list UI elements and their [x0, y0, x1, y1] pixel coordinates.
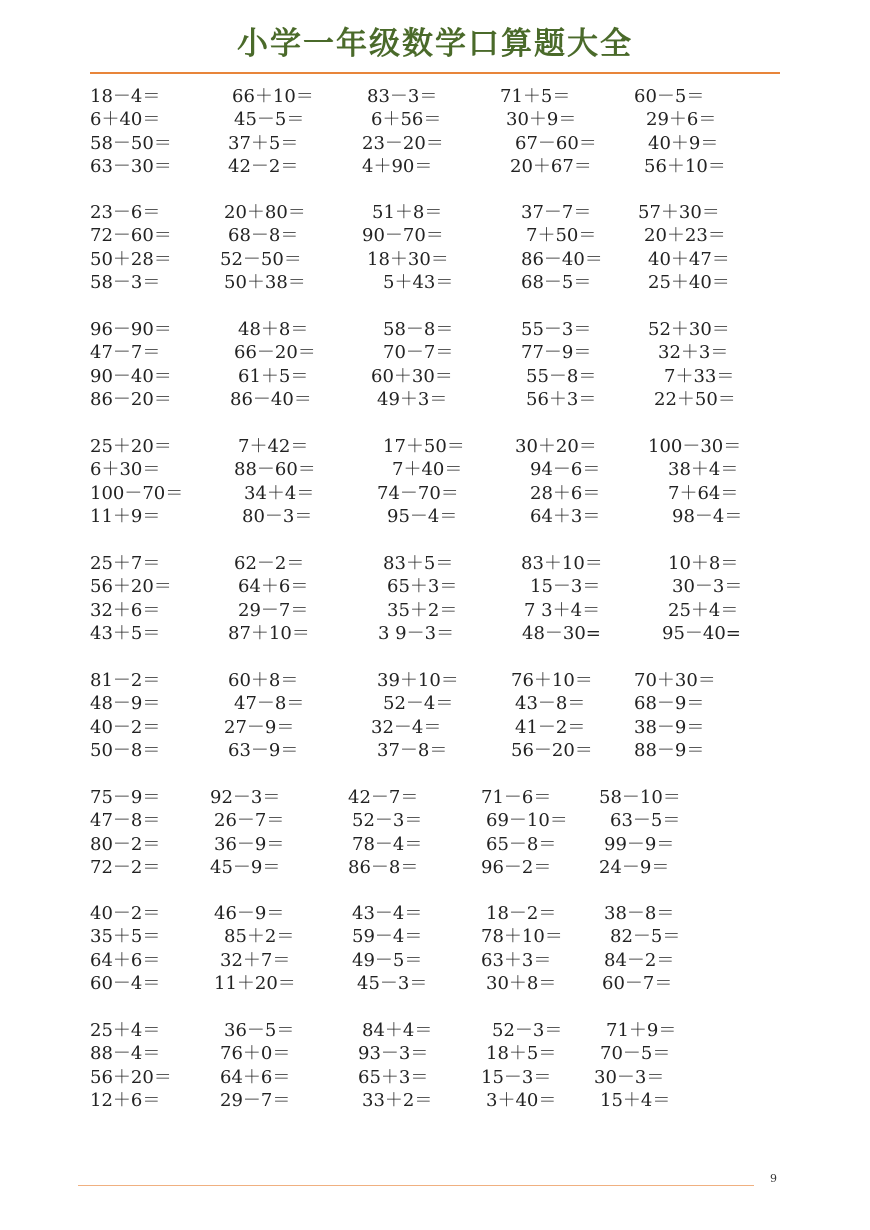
arithmetic-problem: 32－4＝	[371, 716, 442, 738]
page-title: 小学一年级数学口算题大全	[237, 26, 633, 62]
arithmetic-problem: 70－7＝	[383, 342, 454, 364]
arithmetic-problem: 86－40＝	[521, 248, 603, 270]
arithmetic-problem: 57＋30＝	[638, 202, 720, 223]
arithmetic-problem: 47－7＝	[90, 342, 161, 364]
arithmetic-problem: 29＋6＝	[646, 109, 717, 131]
arithmetic-problem: 20＋80＝	[224, 202, 306, 223]
arithmetic-problem: 48－9＝	[90, 693, 161, 715]
arithmetic-problem: 4＋90＝	[362, 155, 433, 177]
arithmetic-problem: 56＋20＝	[90, 576, 172, 598]
arithmetic-problem: 45－3＝	[357, 972, 428, 994]
arithmetic-problem: 15－3＝	[481, 1066, 552, 1088]
arithmetic-problem: 86－20＝	[90, 388, 172, 410]
arithmetic-problem: 50－8＝	[90, 739, 161, 761]
arithmetic-problem: 85＋2＝	[224, 926, 295, 948]
arithmetic-problem: 50＋28＝	[90, 248, 172, 270]
arithmetic-problem: 47－8＝	[90, 810, 161, 832]
arithmetic-problem: 86－8＝	[348, 856, 419, 878]
arithmetic-problem: 75－9＝	[90, 787, 161, 808]
arithmetic-problem: 86－40＝	[230, 388, 312, 410]
arithmetic-problem: 83＋5＝	[383, 553, 454, 574]
arithmetic-problem: 62－2＝	[234, 553, 305, 574]
arithmetic-problem: 41－2＝	[515, 716, 586, 738]
arithmetic-problem: 34＋4＝	[244, 482, 315, 504]
arithmetic-problem: 80－2＝	[90, 833, 161, 855]
arithmetic-problem: 20＋67＝	[510, 155, 592, 177]
arithmetic-problem: 7＋64＝	[668, 482, 739, 504]
arithmetic-problem: 29－7＝	[238, 599, 309, 621]
arithmetic-problem: 68－9＝	[634, 693, 705, 715]
arithmetic-problem: 88－9＝	[634, 739, 705, 761]
arithmetic-problem: 58－8＝	[383, 319, 454, 340]
arithmetic-problem: 56＋3＝	[526, 388, 597, 410]
arithmetic-problem: 64＋3＝	[530, 505, 601, 527]
arithmetic-problem: 100－30＝	[648, 436, 742, 457]
arithmetic-problem: 48－30=	[522, 622, 601, 644]
arithmetic-problem: 59－4＝	[352, 926, 423, 948]
arithmetic-problem: 90－70＝	[362, 225, 444, 247]
arithmetic-problem: 65＋3＝	[387, 576, 458, 598]
arithmetic-problem: 67－60＝	[515, 132, 597, 154]
arithmetic-problem: 56＋10＝	[644, 155, 726, 177]
arithmetic-problem: 30＋8＝	[486, 972, 557, 994]
arithmetic-problem: 56－20＝	[511, 739, 593, 761]
arithmetic-problem: 18－4＝	[90, 86, 161, 107]
arithmetic-problem: 88－60＝	[234, 459, 316, 481]
arithmetic-problem: 55－3＝	[521, 319, 592, 340]
arithmetic-problem: 66＋10＝	[232, 86, 314, 107]
arithmetic-problem: 52－50＝	[220, 248, 302, 270]
arithmetic-problem: 81－2＝	[90, 670, 161, 691]
arithmetic-problem: 55－8＝	[526, 365, 597, 387]
arithmetic-problem: 42－7＝	[348, 787, 419, 808]
arithmetic-problem: 3＋40＝	[486, 1089, 557, 1111]
arithmetic-problem: 77－9＝	[521, 342, 592, 364]
arithmetic-problem: 90－40＝	[90, 365, 172, 387]
arithmetic-problem: 52－4＝	[383, 693, 454, 715]
arithmetic-problem: 6＋56＝	[371, 109, 442, 131]
arithmetic-problem: 64＋6＝	[220, 1066, 291, 1088]
arithmetic-problem: 38＋4＝	[668, 459, 739, 481]
arithmetic-problem: 36－5＝	[224, 1020, 295, 1041]
arithmetic-problem: 27－9＝	[224, 716, 295, 738]
arithmetic-problem: 70－5＝	[600, 1043, 671, 1065]
arithmetic-problem: 7 3＋4＝	[524, 599, 601, 621]
arithmetic-problem: 94－6＝	[530, 459, 601, 481]
arithmetic-problem: 29－7＝	[220, 1089, 291, 1111]
arithmetic-problem: 23－6＝	[90, 202, 161, 223]
arithmetic-problem: 78－4＝	[352, 833, 423, 855]
arithmetic-problem: 5＋43＝	[383, 271, 454, 293]
arithmetic-problem: 45－9＝	[210, 856, 281, 878]
arithmetic-problem: 87＋10＝	[228, 622, 310, 644]
arithmetic-problem: 3 9－3＝	[378, 622, 455, 644]
arithmetic-problem: 38－8＝	[604, 903, 675, 924]
arithmetic-problem: 37－8＝	[377, 739, 448, 761]
arithmetic-problem: 61＋5＝	[238, 365, 309, 387]
arithmetic-problem: 52＋30＝	[648, 319, 730, 340]
arithmetic-problem: 71＋5＝	[500, 86, 571, 107]
arithmetic-problem: 23－20＝	[362, 132, 444, 154]
arithmetic-problem: 37＋5＝	[228, 132, 299, 154]
arithmetic-problem: 20＋23＝	[644, 225, 726, 247]
arithmetic-problem: 96－2＝	[481, 856, 552, 878]
arithmetic-problem: 72－60＝	[90, 225, 172, 247]
arithmetic-problem: 84＋4＝	[362, 1020, 433, 1041]
arithmetic-problem: 49＋3＝	[377, 388, 448, 410]
arithmetic-problem: 60－5＝	[634, 86, 705, 107]
arithmetic-problem: 80－3＝	[242, 505, 313, 527]
arithmetic-problem: 11＋9＝	[90, 505, 161, 527]
arithmetic-problem: 32＋7＝	[220, 949, 291, 971]
arithmetic-problem: 95－4＝	[387, 505, 458, 527]
arithmetic-problem: 12＋6＝	[90, 1089, 161, 1111]
arithmetic-problem: 88－4＝	[90, 1043, 161, 1065]
arithmetic-problem: 83＋10＝	[521, 553, 603, 574]
arithmetic-problem: 38－9＝	[634, 716, 705, 738]
arithmetic-problem: 58－50＝	[90, 132, 172, 154]
arithmetic-problem: 30＋9＝	[506, 109, 577, 131]
arithmetic-problem: 7＋42＝	[238, 436, 309, 457]
arithmetic-problem: 92－3＝	[210, 787, 281, 808]
arithmetic-problem: 100－70＝	[90, 482, 184, 504]
arithmetic-problem: 25＋7＝	[90, 553, 161, 574]
arithmetic-problem: 43－4＝	[352, 903, 423, 924]
arithmetic-problem: 82－5＝	[610, 926, 681, 948]
arithmetic-problem: 63－5＝	[610, 810, 681, 832]
arithmetic-problem: 76＋0＝	[220, 1043, 291, 1065]
arithmetic-problem: 71－6＝	[481, 787, 552, 808]
arithmetic-problem: 72－2＝	[90, 856, 161, 878]
arithmetic-problem: 25＋4＝	[90, 1020, 161, 1041]
arithmetic-problem: 7＋40＝	[392, 459, 463, 481]
arithmetic-problem: 26－7＝	[214, 810, 285, 832]
arithmetic-problem: 52－3＝	[352, 810, 423, 832]
arithmetic-problem: 65－8＝	[486, 833, 557, 855]
arithmetic-problem: 6＋40＝	[90, 109, 161, 131]
arithmetic-problem: 60＋8＝	[228, 670, 299, 691]
arithmetic-problem: 68－5＝	[521, 271, 592, 293]
arithmetic-problem: 11＋20＝	[214, 972, 296, 994]
arithmetic-problem: 37－7＝	[521, 202, 592, 223]
arithmetic-problem: 93－3＝	[358, 1043, 429, 1065]
arithmetic-problem: 15－3＝	[530, 576, 601, 598]
arithmetic-problem: 35＋2＝	[387, 599, 458, 621]
arithmetic-problem: 68－8＝	[228, 225, 299, 247]
arithmetic-problem: 95－40=	[662, 622, 741, 644]
arithmetic-problem: 60－7＝	[602, 972, 673, 994]
arithmetic-problem: 96－90＝	[90, 319, 172, 340]
arithmetic-problem: 32＋3＝	[658, 342, 729, 364]
arithmetic-problem: 32＋6＝	[90, 599, 161, 621]
arithmetic-problem: 25＋40＝	[648, 271, 730, 293]
arithmetic-problem: 60－4＝	[90, 972, 161, 994]
arithmetic-problem: 30－3＝	[672, 576, 743, 598]
arithmetic-problem: 65＋3＝	[358, 1066, 429, 1088]
arithmetic-problem: 28＋6＝	[530, 482, 601, 504]
arithmetic-problem: 83－3＝	[367, 86, 438, 107]
arithmetic-problem: 25＋20＝	[90, 436, 172, 457]
arithmetic-problem: 33＋2＝	[362, 1089, 433, 1111]
arithmetic-problem: 74－70＝	[377, 482, 459, 504]
arithmetic-problem: 30＋20＝	[515, 436, 597, 457]
arithmetic-problem: 7＋50＝	[526, 225, 597, 247]
arithmetic-problem: 70＋30＝	[634, 670, 716, 691]
arithmetic-problem: 18－2＝	[486, 903, 557, 924]
title-divider	[90, 72, 780, 74]
arithmetic-problem: 40－2＝	[90, 903, 161, 924]
arithmetic-problem: 98－4＝	[672, 505, 743, 527]
arithmetic-problem: 63－9＝	[228, 739, 299, 761]
arithmetic-problem: 40－2＝	[90, 716, 161, 738]
arithmetic-problem: 43＋5＝	[90, 622, 161, 644]
arithmetic-problem: 39＋10＝	[377, 670, 459, 691]
arithmetic-problem: 63＋3＝	[481, 949, 552, 971]
arithmetic-problem: 78＋10＝	[481, 926, 563, 948]
arithmetic-problem: 25＋4＝	[668, 599, 739, 621]
arithmetic-problem: 18＋5＝	[486, 1043, 557, 1065]
arithmetic-problem: 64＋6＝	[90, 949, 161, 971]
arithmetic-problem: 6＋30＝	[90, 459, 161, 481]
arithmetic-problem: 15＋4＝	[600, 1089, 671, 1111]
arithmetic-problem: 40＋9＝	[648, 132, 719, 154]
arithmetic-problem: 66－20＝	[234, 342, 316, 364]
arithmetic-problem: 7＋33＝	[664, 365, 735, 387]
arithmetic-problem: 58－3＝	[90, 271, 161, 293]
arithmetic-problem: 40＋47＝	[648, 248, 730, 270]
arithmetic-problem: 71＋9＝	[606, 1020, 677, 1041]
arithmetic-problem: 49－5＝	[352, 949, 423, 971]
arithmetic-problem: 45－5＝	[234, 109, 305, 131]
arithmetic-problem: 50＋38＝	[224, 271, 306, 293]
arithmetic-problem: 17＋50＝	[383, 436, 465, 457]
page-number: 9	[770, 1172, 777, 1185]
arithmetic-problem: 84－2＝	[604, 949, 675, 971]
arithmetic-problem: 63－30＝	[90, 155, 172, 177]
arithmetic-problem: 22＋50＝	[654, 388, 736, 410]
arithmetic-problem: 24－9＝	[599, 856, 670, 878]
arithmetic-problem: 52－3＝	[492, 1020, 563, 1041]
arithmetic-problem: 76＋10＝	[511, 670, 593, 691]
arithmetic-problem: 36－9＝	[214, 833, 285, 855]
arithmetic-problem: 64＋6＝	[238, 576, 309, 598]
arithmetic-problem: 56＋20＝	[90, 1066, 172, 1088]
arithmetic-problem: 69－10＝	[486, 810, 568, 832]
arithmetic-problem: 58－10＝	[599, 787, 681, 808]
arithmetic-problem: 43－8＝	[515, 693, 586, 715]
arithmetic-problem: 35＋5＝	[90, 926, 161, 948]
arithmetic-problem: 51＋8＝	[372, 202, 443, 223]
arithmetic-problem: 10＋8＝	[668, 553, 739, 574]
footer-divider	[78, 1185, 754, 1186]
arithmetic-problem: 18＋30＝	[367, 248, 449, 270]
arithmetic-problem: 47－8＝	[234, 693, 305, 715]
arithmetic-problem: 60＋30＝	[371, 365, 453, 387]
arithmetic-problem: 48＋8＝	[238, 319, 309, 340]
arithmetic-problem: 99－9＝	[604, 833, 675, 855]
arithmetic-problem: 46－9＝	[214, 903, 285, 924]
arithmetic-problem: 30－3＝	[594, 1066, 665, 1088]
arithmetic-problem: 42－2＝	[228, 155, 299, 177]
